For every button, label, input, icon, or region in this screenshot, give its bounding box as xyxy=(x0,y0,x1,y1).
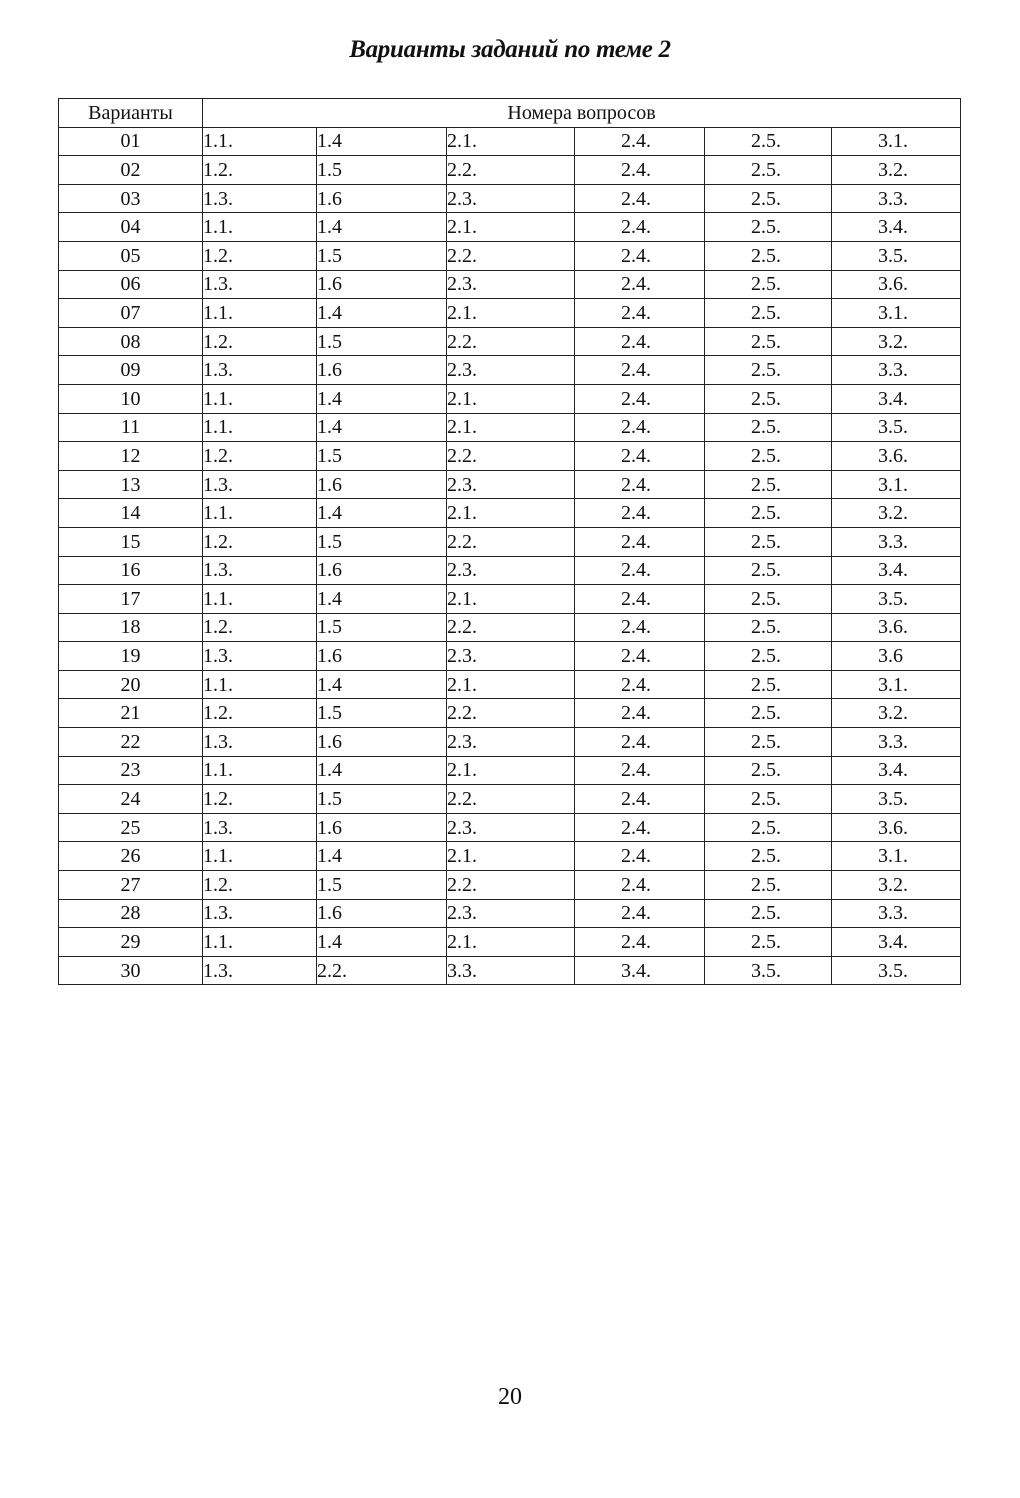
variant-number-cell: 10 xyxy=(59,384,203,413)
questions-column-header: Номера вопросов xyxy=(203,99,961,128)
question-number-cell: 2.1. xyxy=(447,585,575,614)
question-number-cell: 1.3. xyxy=(203,728,317,757)
question-number-cell: 3.4. xyxy=(832,928,961,957)
variant-number-cell: 30 xyxy=(59,956,203,985)
question-number-cell: 1.6 xyxy=(317,642,447,671)
table-row xyxy=(59,871,961,900)
question-number-cell: 1.2. xyxy=(203,871,317,900)
table-row xyxy=(59,127,961,156)
question-number-cell: 1.4 xyxy=(317,928,447,957)
variant-number-cell: 16 xyxy=(59,556,203,585)
question-number-cell: 2.1. xyxy=(447,928,575,957)
table-row xyxy=(59,156,961,185)
question-number-cell: 3.3. xyxy=(832,728,961,757)
question-number-cell: 1.5 xyxy=(317,442,447,471)
question-number-cell: 1.4 xyxy=(317,413,447,442)
question-number-cell: 2.5. xyxy=(705,127,832,156)
table-row xyxy=(59,556,961,585)
question-number-cell: 1.4 xyxy=(317,756,447,785)
question-number-cell: 2.3. xyxy=(447,899,575,928)
question-number-cell: 1.2. xyxy=(203,442,317,471)
question-number-cell: 3.4. xyxy=(832,213,961,242)
variant-number-cell: 07 xyxy=(59,299,203,328)
question-number-cell: 2.5. xyxy=(705,756,832,785)
question-number-cell: 1.4 xyxy=(317,299,447,328)
question-number-cell: 2.5. xyxy=(705,728,832,757)
question-number-cell: 2.2. xyxy=(447,699,575,728)
question-number-cell: 1.5 xyxy=(317,327,447,356)
question-number-cell: 3.4. xyxy=(832,384,961,413)
question-number-cell: 1.2. xyxy=(203,241,317,270)
question-number-cell: 2.5. xyxy=(705,556,832,585)
question-number-cell: 3.6. xyxy=(832,270,961,299)
question-number-cell: 2.1. xyxy=(447,299,575,328)
question-number-cell: 1.5 xyxy=(317,241,447,270)
question-number-cell: 2.1. xyxy=(447,756,575,785)
question-number-cell: 1.4 xyxy=(317,213,447,242)
question-number-cell: 1.6 xyxy=(317,184,447,213)
question-number-cell: 2.4. xyxy=(575,213,705,242)
question-number-cell: 2.1. xyxy=(447,670,575,699)
table-row xyxy=(59,785,961,814)
question-number-cell: 2.2. xyxy=(447,785,575,814)
question-number-cell: 2.3. xyxy=(447,184,575,213)
question-number-cell: 2.5. xyxy=(705,585,832,614)
table-row xyxy=(59,213,961,242)
question-number-cell: 2.4. xyxy=(575,928,705,957)
variant-number-cell: 02 xyxy=(59,156,203,185)
question-number-cell: 2.3. xyxy=(447,470,575,499)
table-row xyxy=(59,842,961,871)
question-number-cell: 2.4. xyxy=(575,613,705,642)
variant-number-cell: 24 xyxy=(59,785,203,814)
question-number-cell: 2.3. xyxy=(447,728,575,757)
variant-number-cell: 08 xyxy=(59,327,203,356)
question-number-cell: 2.4. xyxy=(575,356,705,385)
question-number-cell: 2.4. xyxy=(575,699,705,728)
question-number-cell: 1.3. xyxy=(203,813,317,842)
question-number-cell: 2.2. xyxy=(317,956,447,985)
question-number-cell: 1.4 xyxy=(317,585,447,614)
question-number-cell: 1.4 xyxy=(317,384,447,413)
question-number-cell: 3.6. xyxy=(832,442,961,471)
question-number-cell: 2.4. xyxy=(575,899,705,928)
question-number-cell: 2.4. xyxy=(575,442,705,471)
question-number-cell: 3.1. xyxy=(832,470,961,499)
question-number-cell: 1.3. xyxy=(203,470,317,499)
table-row xyxy=(59,270,961,299)
question-number-cell: 1.1. xyxy=(203,928,317,957)
table-row xyxy=(59,527,961,556)
question-number-cell: 1.4 xyxy=(317,670,447,699)
question-number-cell: 1.3. xyxy=(203,184,317,213)
question-number-cell: 2.5. xyxy=(705,384,832,413)
table-row xyxy=(59,442,961,471)
question-number-cell: 2.4. xyxy=(575,299,705,328)
question-number-cell: 2.2. xyxy=(447,442,575,471)
question-number-cell: 2.4. xyxy=(575,585,705,614)
question-number-cell: 1.6 xyxy=(317,470,447,499)
table-row xyxy=(59,613,961,642)
question-number-cell: 2.5. xyxy=(705,442,832,471)
table-row xyxy=(59,756,961,785)
question-number-cell: 3.4. xyxy=(575,956,705,985)
question-number-cell: 2.5. xyxy=(705,813,832,842)
question-number-cell: 1.6 xyxy=(317,270,447,299)
question-number-cell: 2.5. xyxy=(705,842,832,871)
question-number-cell: 2.5. xyxy=(705,184,832,213)
question-number-cell: 1.1. xyxy=(203,585,317,614)
question-number-cell: 2.4. xyxy=(575,871,705,900)
question-number-cell: 3.5. xyxy=(832,413,961,442)
question-number-cell: 2.4. xyxy=(575,127,705,156)
question-number-cell: 1.6 xyxy=(317,728,447,757)
page-title: Варианты заданий по теме 2 xyxy=(349,36,671,63)
variant-number-cell: 05 xyxy=(59,241,203,270)
question-number-cell: 1.6 xyxy=(317,356,447,385)
variant-number-cell: 23 xyxy=(59,756,203,785)
variant-number-cell: 04 xyxy=(59,213,203,242)
question-number-cell: 2.1. xyxy=(447,842,575,871)
question-number-cell: 3.2. xyxy=(832,699,961,728)
question-number-cell: 2.4. xyxy=(575,241,705,270)
question-number-cell: 2.4. xyxy=(575,556,705,585)
table-row xyxy=(59,356,961,385)
question-number-cell: 1.1. xyxy=(203,413,317,442)
question-number-cell: 2.4. xyxy=(575,670,705,699)
question-number-cell: 1.6 xyxy=(317,556,447,585)
table-row xyxy=(59,928,961,957)
question-number-cell: 2.4. xyxy=(575,327,705,356)
question-number-cell: 2.4. xyxy=(575,728,705,757)
question-number-cell: 2.3. xyxy=(447,813,575,842)
question-number-cell: 2.4. xyxy=(575,270,705,299)
table-row xyxy=(59,670,961,699)
question-number-cell: 2.5. xyxy=(705,699,832,728)
question-number-cell: 1.2. xyxy=(203,785,317,814)
question-number-cell: 2.4. xyxy=(575,785,705,814)
question-number-cell: 2.4. xyxy=(575,413,705,442)
question-number-cell: 1.2. xyxy=(203,327,317,356)
question-number-cell: 1.5 xyxy=(317,871,447,900)
question-number-cell: 3.4. xyxy=(832,556,961,585)
question-number-cell: 2.2. xyxy=(447,156,575,185)
variant-number-cell: 27 xyxy=(59,871,203,900)
question-number-cell: 1.5 xyxy=(317,785,447,814)
question-number-cell: 3.4. xyxy=(832,756,961,785)
question-number-cell: 2.4. xyxy=(575,642,705,671)
question-number-cell: 2.5. xyxy=(705,156,832,185)
question-number-cell: 2.3. xyxy=(447,270,575,299)
question-number-cell: 2.5. xyxy=(705,299,832,328)
question-number-cell: 3.3. xyxy=(832,184,961,213)
question-number-cell: 3.2. xyxy=(832,499,961,528)
question-number-cell: 3.6. xyxy=(832,813,961,842)
question-number-cell: 2.2. xyxy=(447,613,575,642)
question-number-cell: 3.2. xyxy=(832,156,961,185)
variant-number-cell: 06 xyxy=(59,270,203,299)
question-number-cell: 2.4. xyxy=(575,184,705,213)
variant-column-header: Варианты xyxy=(59,99,203,128)
variant-number-cell: 15 xyxy=(59,527,203,556)
question-number-cell: 1.2. xyxy=(203,156,317,185)
question-number-cell: 3.6. xyxy=(832,613,961,642)
variant-number-cell: 09 xyxy=(59,356,203,385)
variant-number-cell: 01 xyxy=(59,127,203,156)
variant-number-cell: 20 xyxy=(59,670,203,699)
question-number-cell: 1.3. xyxy=(203,270,317,299)
question-number-cell: 2.5. xyxy=(705,785,832,814)
question-number-cell: 2.5. xyxy=(705,642,832,671)
question-number-cell: 1.1. xyxy=(203,213,317,242)
table-row xyxy=(59,299,961,328)
question-number-cell: 1.3. xyxy=(203,556,317,585)
table-row xyxy=(59,956,961,985)
question-number-cell: 2.5. xyxy=(705,499,832,528)
question-number-cell: 2.3. xyxy=(447,556,575,585)
variant-number-cell: 25 xyxy=(59,813,203,842)
variant-number-cell: 13 xyxy=(59,470,203,499)
question-number-cell: 1.6 xyxy=(317,813,447,842)
table-row xyxy=(59,184,961,213)
question-number-cell: 2.5. xyxy=(705,871,832,900)
question-number-cell: 3.3. xyxy=(447,956,575,985)
variant-number-cell: 14 xyxy=(59,499,203,528)
question-number-cell: 1.5 xyxy=(317,527,447,556)
variant-number-cell: 28 xyxy=(59,899,203,928)
question-number-cell: 2.5. xyxy=(705,356,832,385)
question-number-cell: 3.5. xyxy=(705,956,832,985)
table-row xyxy=(59,470,961,499)
question-number-cell: 2.3. xyxy=(447,356,575,385)
question-number-cell: 1.1. xyxy=(203,756,317,785)
question-number-cell: 2.5. xyxy=(705,613,832,642)
question-number-cell: 1.6 xyxy=(317,899,447,928)
question-number-cell: 2.4. xyxy=(575,813,705,842)
question-number-cell: 1.2. xyxy=(203,527,317,556)
question-number-cell: 1.3. xyxy=(203,356,317,385)
table-row xyxy=(59,899,961,928)
question-number-cell: 3.1. xyxy=(832,299,961,328)
question-number-cell: 3.6 xyxy=(832,642,961,671)
question-number-cell: 1.3. xyxy=(203,642,317,671)
question-number-cell: 2.2. xyxy=(447,327,575,356)
page-number: 20 xyxy=(498,1384,522,1410)
question-number-cell: 3.1. xyxy=(832,670,961,699)
question-number-cell: 2.1. xyxy=(447,413,575,442)
variant-number-cell: 29 xyxy=(59,928,203,957)
question-number-cell: 2.1. xyxy=(447,213,575,242)
table-header-row xyxy=(59,99,961,128)
question-number-cell: 2.5. xyxy=(705,270,832,299)
variant-number-cell: 19 xyxy=(59,642,203,671)
question-number-cell: 1.4 xyxy=(317,499,447,528)
question-number-cell: 3.3. xyxy=(832,899,961,928)
question-number-cell: 3.5. xyxy=(832,956,961,985)
table-row xyxy=(59,327,961,356)
question-number-cell: 2.5. xyxy=(705,327,832,356)
table-row xyxy=(59,728,961,757)
question-number-cell: 3.2. xyxy=(832,871,961,900)
table-row xyxy=(59,499,961,528)
question-number-cell: 2.4. xyxy=(575,156,705,185)
question-number-cell: 1.3. xyxy=(203,899,317,928)
question-number-cell: 2.1. xyxy=(447,384,575,413)
question-number-cell: 2.1. xyxy=(447,127,575,156)
table-row xyxy=(59,642,961,671)
variant-number-cell: 17 xyxy=(59,585,203,614)
question-number-cell: 2.4. xyxy=(575,842,705,871)
variant-number-cell: 22 xyxy=(59,728,203,757)
question-number-cell: 1.1. xyxy=(203,842,317,871)
variant-number-cell: 12 xyxy=(59,442,203,471)
question-number-cell: 3.1. xyxy=(832,127,961,156)
question-number-cell: 3.1. xyxy=(832,842,961,871)
table-row xyxy=(59,241,961,270)
question-number-cell: 1.1. xyxy=(203,384,317,413)
question-number-cell: 1.4 xyxy=(317,127,447,156)
question-number-cell: 2.5. xyxy=(705,470,832,499)
variants-table xyxy=(58,98,961,985)
question-number-cell: 2.5. xyxy=(705,670,832,699)
table-row xyxy=(59,813,961,842)
table-body xyxy=(59,127,961,985)
question-number-cell: 1.5 xyxy=(317,156,447,185)
question-number-cell: 2.4. xyxy=(575,756,705,785)
table-row xyxy=(59,384,961,413)
table-row xyxy=(59,585,961,614)
question-number-cell: 1.3. xyxy=(203,956,317,985)
question-number-cell: 1.1. xyxy=(203,670,317,699)
question-number-cell: 1.4 xyxy=(317,842,447,871)
variant-number-cell: 11 xyxy=(59,413,203,442)
question-number-cell: 2.5. xyxy=(705,899,832,928)
question-number-cell: 3.5. xyxy=(832,785,961,814)
question-number-cell: 1.1. xyxy=(203,127,317,156)
question-number-cell: 2.1. xyxy=(447,499,575,528)
question-number-cell: 1.5 xyxy=(317,699,447,728)
table-row xyxy=(59,413,961,442)
question-number-cell: 3.3. xyxy=(832,527,961,556)
question-number-cell: 3.5. xyxy=(832,241,961,270)
variant-number-cell: 21 xyxy=(59,699,203,728)
question-number-cell: 2.4. xyxy=(575,527,705,556)
question-number-cell: 3.5. xyxy=(832,585,961,614)
question-number-cell: 3.2. xyxy=(832,327,961,356)
question-number-cell: 1.2. xyxy=(203,699,317,728)
question-number-cell: 2.4. xyxy=(575,470,705,499)
question-number-cell: 2.2. xyxy=(447,527,575,556)
question-number-cell: 1.1. xyxy=(203,299,317,328)
question-number-cell: 2.2. xyxy=(447,241,575,270)
question-number-cell: 1.5 xyxy=(317,613,447,642)
question-number-cell: 2.5. xyxy=(705,527,832,556)
question-number-cell: 2.4. xyxy=(575,499,705,528)
variant-number-cell: 03 xyxy=(59,184,203,213)
question-number-cell: 2.5. xyxy=(705,213,832,242)
variant-number-cell: 26 xyxy=(59,842,203,871)
question-number-cell: 2.3. xyxy=(447,642,575,671)
question-number-cell: 2.5. xyxy=(705,413,832,442)
question-number-cell: 1.1. xyxy=(203,499,317,528)
variant-number-cell: 18 xyxy=(59,613,203,642)
question-number-cell: 2.5. xyxy=(705,928,832,957)
question-number-cell: 2.2. xyxy=(447,871,575,900)
question-number-cell: 3.3. xyxy=(832,356,961,385)
table-row xyxy=(59,699,961,728)
question-number-cell: 1.2. xyxy=(203,613,317,642)
question-number-cell: 2.4. xyxy=(575,384,705,413)
question-number-cell: 2.5. xyxy=(705,241,832,270)
